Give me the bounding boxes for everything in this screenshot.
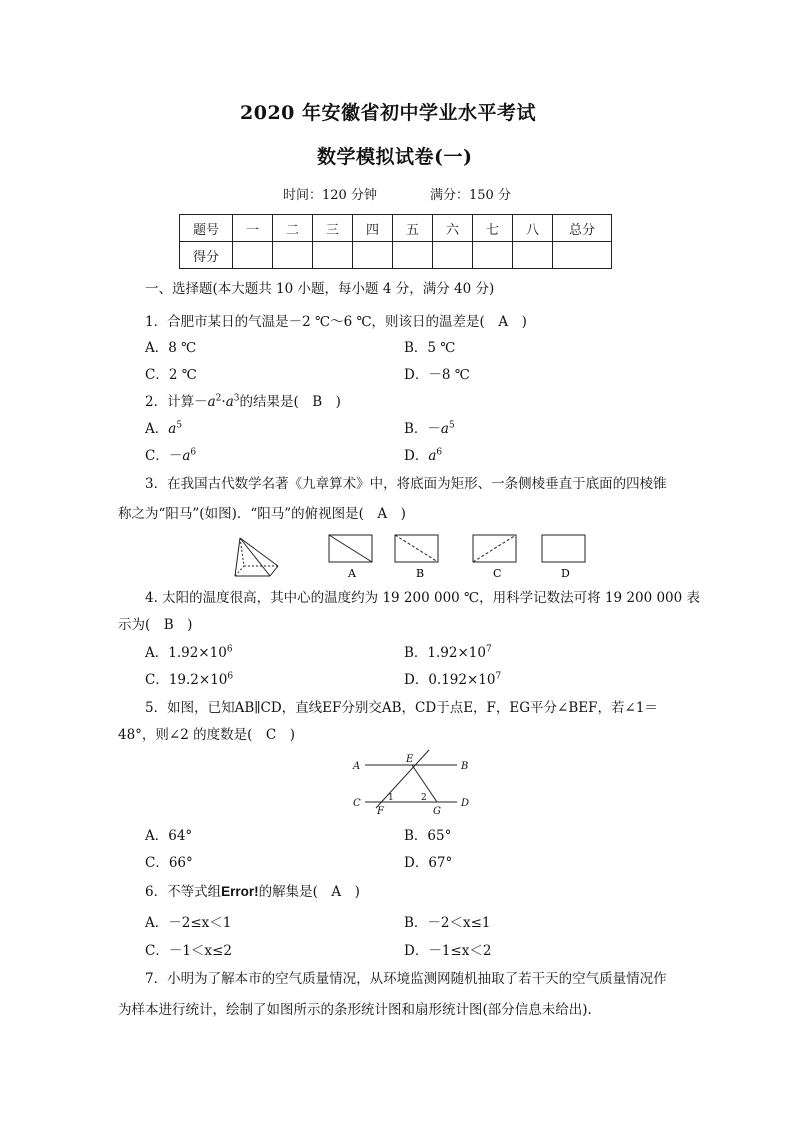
question-4-option-b: [404, 641, 492, 661]
exam-title: 2020 年安徽省初中学业水平考试: [240, 102, 536, 124]
exponent: 7: [485, 644, 492, 655]
exam-subtitle: 数学模拟试卷(一): [317, 146, 473, 168]
question-4-option-c: [145, 668, 233, 688]
score-cell[interactable]: [513, 242, 553, 269]
view-label-c: C: [493, 567, 502, 580]
question-6-stem-prefix: 6．不等式组: [145, 884, 222, 900]
question-3-figures: [230, 530, 600, 582]
score-cell: 四: [353, 215, 393, 242]
score-cell: 二: [273, 215, 313, 242]
question-5-line-1: 5．如图，已知AB∥CD，直线EF分别交AB，CD于点E，F，EG平分∠BEF，若∠1＝: [145, 700, 658, 716]
score-cell[interactable]: [393, 242, 433, 269]
option-prefix: C．19.2×10: [145, 672, 228, 688]
point-label-g: G: [433, 806, 441, 817]
question-2-option-c: C．$-a^6$: [145, 447, 197, 464]
question-6-option-b: B．－2＜x≤1: [404, 915, 491, 931]
question-6-option-d: D．－1≤x＜2: [404, 943, 492, 959]
option-prefix: B．－: [404, 421, 441, 437]
question-5-figure: [345, 748, 485, 818]
question-5-line-2: 48°，则∠2 的度数是( C ): [118, 727, 295, 743]
score-cell: 三: [313, 215, 353, 242]
point-label-f: F: [377, 806, 384, 817]
point-label-c: C: [353, 798, 361, 809]
exponent: 7: [495, 671, 502, 682]
question-4-line-2: 示为( B ): [118, 617, 193, 633]
score-cell[interactable]: [273, 242, 313, 269]
view-label-d: D: [561, 567, 570, 580]
question-4-option-d: [404, 668, 501, 688]
question-6-option-a: A．－2≤x＜1: [145, 915, 232, 931]
question-5-option-b: B．65°: [404, 828, 452, 844]
question-2-option-a: A．$a^5$: [145, 420, 183, 437]
section-heading: 一、选择题(本大题共 10 小题，每小题 4 分，满分 40 分): [145, 281, 495, 297]
question-2-stem-prefix: 2．计算－: [145, 394, 208, 410]
exam-time: 时间：120 分钟: [283, 188, 377, 203]
angle-label-2: 2: [421, 793, 427, 803]
score-cell: 题号: [180, 215, 233, 242]
option-prefix: D．0.192×10: [404, 672, 496, 688]
option-prefix: B．1.92×10: [404, 645, 486, 661]
question-6-error-text: Error!: [221, 884, 259, 899]
question-7-line-1: 7．小明为了解本市的空气质量情况，从环境监测网随机抽取了若干天的空气质量情况作: [145, 971, 667, 987]
question-2-option-b: B．$-a^5$: [404, 420, 455, 437]
pyramid-figure: [235, 538, 278, 576]
score-cell[interactable]: [433, 242, 473, 269]
score-table: [179, 214, 612, 269]
score-cell[interactable]: [553, 242, 612, 269]
score-table-header-row: [180, 215, 612, 242]
view-label-a: A: [348, 567, 356, 580]
question-1-option-b: B．5 ℃: [404, 340, 456, 356]
option-prefix: C．－: [145, 448, 183, 464]
score-cell[interactable]: [233, 242, 273, 269]
question-4-option-a: [145, 641, 233, 661]
view-option-b: [395, 535, 438, 562]
question-1-option-c: C．2 ℃: [145, 367, 197, 383]
question-3-line-1: 3．在我国古代数学名著《九章算术》中，将底面为矩形、一条侧棱垂直于底面的四棱锥: [145, 476, 667, 492]
point-label-b: B: [461, 761, 469, 772]
score-cell: 总分: [553, 215, 612, 242]
view-option-c: [473, 535, 516, 562]
question-6-stem: [145, 880, 360, 900]
score-cell: 八: [513, 215, 553, 242]
view-option-d: [542, 535, 585, 562]
question-1-option-a: A．8 ℃: [145, 340, 197, 356]
question-5-option-a: A．64°: [145, 828, 193, 844]
score-table-score-row: [180, 242, 612, 269]
question-2-stem: 2．计算$-a^2\cdot a^3$的结果是( B ): [145, 393, 341, 410]
exponent: 6: [226, 644, 233, 655]
option-prefix: A．1.92×10: [145, 645, 227, 661]
score-cell: 一: [233, 215, 273, 242]
question-6-stem-suffix: 的解集是( A ): [258, 884, 360, 900]
question-6-option-c: C．－1＜x≤2: [145, 943, 232, 959]
score-cell: 七: [473, 215, 513, 242]
question-1-stem: 1．合肥市某日的气温是－2 ℃～6 ℃，则该日的温差是( A ): [145, 314, 527, 330]
view-option-a: [329, 535, 372, 562]
point-label-a: A: [353, 761, 361, 772]
point-label-e: E: [406, 754, 414, 765]
score-cell: 六: [433, 215, 473, 242]
question-7-line-2: 为样本进行统计，绘制了如图所示的条形统计图和扇形统计图(部分信息未给出)．: [118, 1002, 602, 1018]
point-label-d: D: [461, 798, 470, 809]
question-3-line-2: 称之为“阳马”(如图)．“阳马”的俯视图是( A ): [118, 506, 406, 522]
question-4-line-1: 4. 太阳的温度很高，其中心的温度约为 19 200 000 ℃，用科学记数法可将 19 200 000 表: [145, 590, 701, 606]
score-cell: 五: [393, 215, 433, 242]
option-prefix: D．: [404, 448, 429, 464]
question-5-option-d: D．67°: [404, 855, 453, 871]
score-cell[interactable]: [313, 242, 353, 269]
score-cell: 得分: [180, 242, 233, 269]
exam-full-score: 满分：150 分: [430, 188, 511, 203]
exponent: 6: [227, 671, 234, 682]
question-5-option-c: C．66°: [145, 855, 193, 871]
question-1-option-d: D．－8 ℃: [404, 367, 470, 383]
question-2-stem-suffix: 的结果是( B ): [239, 394, 341, 410]
option-prefix: A．: [145, 421, 169, 437]
view-label-b: B: [416, 567, 425, 580]
question-2-option-d: D．$a^6$: [404, 447, 443, 464]
score-cell[interactable]: [353, 242, 393, 269]
score-cell[interactable]: [473, 242, 513, 269]
angle-label-1: 1: [388, 793, 394, 803]
